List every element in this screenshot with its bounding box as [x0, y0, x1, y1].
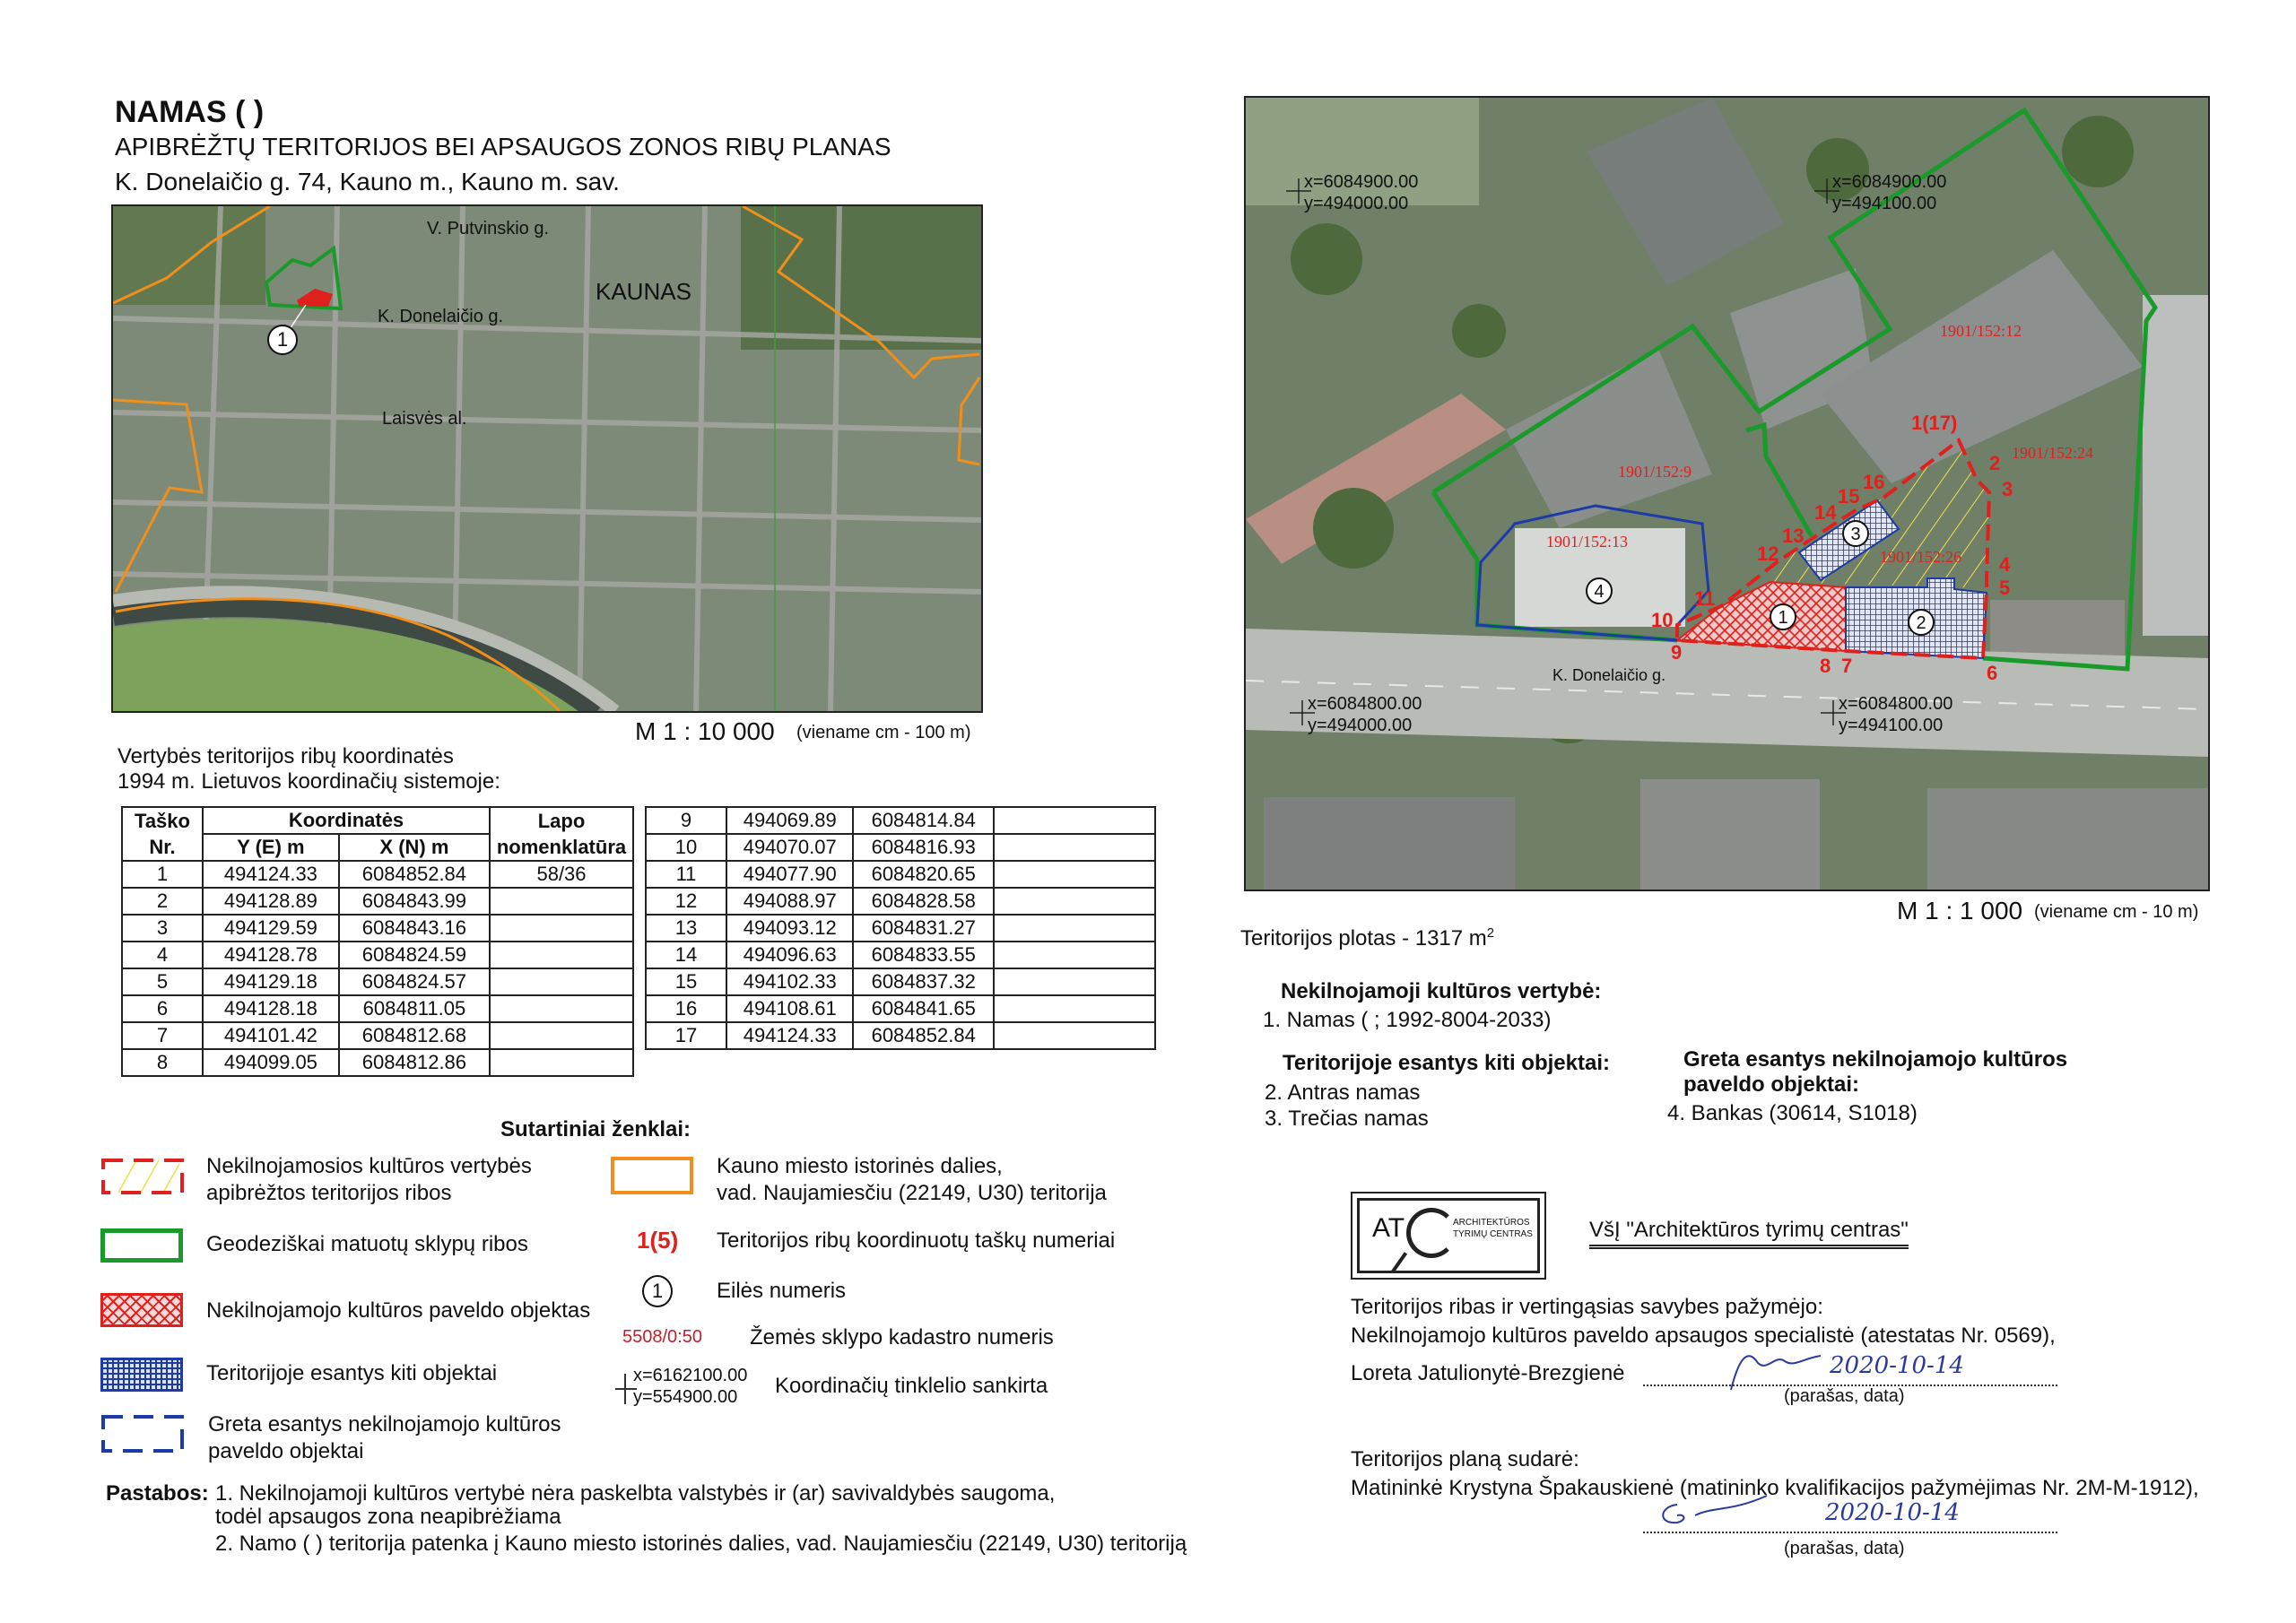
detail-map	[1244, 96, 2210, 891]
coord-y: 494069.89	[726, 807, 853, 834]
point-number: 2	[122, 888, 203, 915]
coord-y: 494129.59	[203, 915, 339, 942]
coord-x: 6084816.93	[853, 834, 994, 861]
col-header-x: X (N) m	[339, 834, 490, 861]
signature-caption-1: (parašas, data)	[1784, 1386, 1905, 1406]
coord-y: 494077.90	[726, 861, 853, 888]
nearby-heading-line: Greta esantys nekilnojamojo kultūros	[1683, 1047, 2068, 1072]
col-header-point-nr: Nr.	[122, 834, 203, 861]
sheet-nomenclature	[994, 807, 1155, 834]
sheet-nomenclature	[994, 942, 1155, 968]
sheet-nomenclature	[490, 1049, 633, 1076]
legend-symbol-cadastre: 5508/0:50	[622, 1327, 702, 1347]
coords-row	[646, 915, 1155, 942]
legend-label-historic-district	[717, 1153, 1107, 1207]
grid-y-label: y=494100.00	[1832, 194, 1937, 213]
coords-intro-1: Vertybės teritorijos ribų koordinatės	[117, 744, 454, 768]
detail-map-canvas	[1246, 98, 2208, 890]
col-header-coords: Koordinatės	[203, 807, 490, 834]
coord-x: 6084828.58	[853, 888, 994, 915]
legend-text-line: Nekilnojamosios kultūros vertybės	[206, 1154, 532, 1178]
coord-x: 6084824.57	[339, 968, 490, 995]
sheet-nomenclature	[994, 861, 1155, 888]
coord-x: 6084841.65	[853, 995, 994, 1022]
legend-label-grid: Koordinačių tinklelio sankirta	[775, 1374, 1048, 1398]
marked-by-title: Teritorijos ribas ir vertingąsias savybes pažymėjo:	[1351, 1295, 1823, 1319]
boundary-point-label: 7	[1841, 655, 1853, 677]
boundary-point-label: 2	[1989, 452, 2001, 474]
coords-row	[122, 942, 633, 968]
note-2: 2. Namo ( ) teritorija patenka į Kauno miesto istorinės dalies, vad. Naujamiesčiu (22149, U30) teritoriją	[215, 1532, 1187, 1556]
note-1-cont: todėl apsaugos zona neapibrėžiama	[215, 1505, 561, 1529]
grid-x-label: x=6084900.00	[1832, 172, 1947, 192]
parcel-number-label: 1901/152:13	[1546, 533, 1629, 551]
legend-icon-red-crosshatch	[100, 1293, 183, 1327]
col-header-sheet: Lapo	[490, 807, 633, 834]
magnifier-icon	[1406, 1208, 1457, 1258]
legend-symbol-point-number: 1(5)	[637, 1227, 679, 1254]
org-name: VšĮ "Architektūros tyrimų centras"	[1589, 1218, 1909, 1249]
sheet-nomenclature	[490, 1022, 633, 1049]
overview-scale-note: (viename cm - 100 m)	[796, 723, 971, 742]
parcel-number-label: 1901/152:26	[1880, 548, 1962, 566]
coord-x: 6084852.84	[339, 861, 490, 888]
grid-y-label: y=494000.00	[1308, 716, 1413, 735]
sheet-nomenclature	[994, 915, 1155, 942]
point-number: 5	[122, 968, 203, 995]
overview-marker-1: 1	[267, 325, 298, 355]
legend-symbol-grid	[633, 1365, 747, 1408]
signature-caption-2: (parašas, data)	[1784, 1539, 1905, 1558]
legend-text-line: vad. Naujamiesčiu (22149, U30) teritorija	[717, 1181, 1107, 1205]
legend-title: Sutartiniai ženklai:	[500, 1117, 691, 1141]
coord-x: 6084837.32	[853, 968, 994, 995]
legend-text-line: paveldo objektai	[208, 1439, 364, 1463]
coords-row	[646, 807, 1155, 834]
sheet-nomenclature	[490, 968, 633, 995]
prepared-by-role: Matininkė Krystyna Špakauskienė (matininko kvalifikacijos pažymėjimas Nr. 2M-M-1912),	[1351, 1476, 2199, 1500]
coord-y: 494128.78	[203, 942, 339, 968]
coords-row	[646, 1022, 1155, 1049]
coord-x: 6084833.55	[853, 942, 994, 968]
logo-line: TYRIMŲ CENTRAS	[1453, 1229, 1533, 1239]
logo-at: AT	[1372, 1213, 1405, 1243]
marked-by-role: Nekilnojamojo kultūros paveldo apsaugos specialistė (atestatas Nr. 0569),	[1351, 1324, 2056, 1348]
coord-y: 494129.18	[203, 968, 339, 995]
nearby-heading	[1683, 1047, 2067, 1098]
point-number: 10	[646, 834, 726, 861]
coords-row	[122, 915, 633, 942]
detail-scale: M 1 : 1 000	[1897, 897, 2023, 924]
coords-row	[122, 888, 633, 915]
boundary-point-label: 12	[1757, 542, 1779, 565]
point-number: 17	[646, 1022, 726, 1049]
boundary-point-label: 8	[1820, 655, 1831, 677]
sheet-nomenclature	[490, 942, 633, 968]
street-label: K. Donelaičio g.	[1552, 666, 1666, 684]
point-number: 12	[646, 888, 726, 915]
sheet-nomenclature	[490, 915, 633, 942]
note-1: 1. Nekilnojamoji kultūros vertybė nėra paskelbta valstybės ir (ar) savivaldybės saugoma,	[215, 1481, 1056, 1506]
coords-row	[646, 888, 1155, 915]
sheet-nomenclature	[994, 1022, 1155, 1049]
signature-line-2	[1643, 1515, 2057, 1533]
sheet-nomenclature: 58/36	[490, 861, 633, 888]
point-number: 16	[646, 995, 726, 1022]
signature-date-1: 2020-10-14	[1830, 1352, 1964, 1379]
notes-label: Pastabos:	[106, 1481, 209, 1506]
boundary-point-label: 9	[1671, 641, 1683, 664]
territory-area-value: Teritorijos plotas - 1317 m	[1240, 926, 1487, 950]
coord-x: 6084852.84	[853, 1022, 994, 1049]
coords-row	[646, 968, 1155, 995]
grid-x-label: x=6084900.00	[1304, 172, 1419, 192]
coords-row	[646, 995, 1155, 1022]
coord-x: 6084814.84	[853, 807, 994, 834]
legend-icon-heritage-territory	[100, 1157, 186, 1196]
detail-scale-note: (viename cm - 10 m)	[2034, 902, 2199, 922]
col-header-point: Taško	[122, 807, 203, 834]
sheet-nomenclature	[994, 888, 1155, 915]
street-label-putvinskio: V. Putvinskio g.	[427, 219, 550, 239]
coord-x: 6084811.05	[339, 995, 490, 1022]
boundary-point-label: 15	[1838, 485, 1860, 508]
org-logo	[1351, 1192, 1546, 1280]
coord-y: 494088.97	[726, 888, 853, 915]
coord-y: 494070.07	[726, 834, 853, 861]
coord-x: 6084843.99	[339, 888, 490, 915]
legend-icon-blue-grid	[100, 1358, 183, 1392]
boundary-point-label: 16	[1863, 471, 1885, 493]
legend-label-green-boundary: Geodeziškai matuotų sklypų ribos	[206, 1232, 528, 1256]
col-header-y: Y (E) m	[203, 834, 339, 861]
coords-table-right	[645, 806, 1156, 1050]
legend-icon-blue-dashed-boundary	[100, 1413, 186, 1454]
coords-row	[122, 995, 633, 1022]
coords-intro-2: 1994 m. Lietuvos koordinačių sistemoje:	[117, 769, 500, 794]
coords-row	[646, 942, 1155, 968]
legend-text-line: Kauno miesto istorinės dalies,	[717, 1154, 1003, 1178]
coords-row	[646, 834, 1155, 861]
area-unit-superscript: 2	[1486, 925, 1495, 941]
coord-y: 494128.89	[203, 888, 339, 915]
legend-icon-orange-boundary	[611, 1157, 693, 1194]
point-number: 1	[122, 861, 203, 888]
document-title: NAMAS ( )	[115, 95, 265, 129]
parcel-number-label: 1901/152:12	[1940, 322, 2022, 340]
point-number: 6	[122, 995, 203, 1022]
grid-x-label: x=6084800.00	[1308, 694, 1422, 714]
parcel-number-label: 1901/152:9	[1618, 463, 1692, 481]
signature-date-2: 2020-10-14	[1825, 1499, 1960, 1526]
legend-label-point-numbers: Teritorijos ribų koordinuotų taškų numeriai	[717, 1228, 1116, 1253]
overview-scale: M 1 : 10 000	[635, 717, 775, 745]
legend-icon-green-boundary	[100, 1228, 183, 1263]
legend-symbol-sequence-number: 1	[642, 1275, 673, 1307]
legend-label-other-objects: Teritorijoje esantys kiti objektai	[206, 1361, 498, 1385]
nearby-object-4: 4. Bankas (30614, S1018)	[1667, 1101, 1918, 1125]
marked-by-name: Loreta Jatulionytė-Brezgienė	[1351, 1361, 1625, 1385]
point-number: 13	[646, 915, 726, 942]
legend-grid-x: x=6162100.00	[633, 1366, 748, 1385]
nearby-heading-line: paveldo objektai:	[1683, 1072, 1860, 1097]
coords-row	[122, 861, 633, 888]
coord-x: 6084820.65	[853, 861, 994, 888]
legend-label-heritage-object: Nekilnojamojo kultūros paveldo objektas	[206, 1298, 591, 1323]
object-number-label: 1	[1778, 608, 1788, 628]
boundary-point-label: 6	[1987, 662, 1998, 684]
boundary-point-label: 5	[1999, 577, 2011, 599]
point-number: 8	[122, 1049, 203, 1076]
boundary-point-label: 13	[1782, 525, 1805, 547]
coord-x: 6084812.68	[339, 1022, 490, 1049]
other-object-2: 2. Antras namas	[1265, 1081, 1421, 1105]
point-number: 3	[122, 915, 203, 942]
coords-row	[122, 968, 633, 995]
point-number: 14	[646, 942, 726, 968]
legend-label-cadastre: Žemės sklypo kadastro numeris	[750, 1325, 1054, 1350]
address: K. Donelaičio g. 74, Kauno m., Kauno m. sav.	[115, 168, 620, 195]
sheet-nomenclature	[994, 834, 1155, 861]
street-label-donelaicio: K. Donelaičio g.	[378, 307, 504, 326]
boundary-point-label: 1(17)	[1911, 412, 1958, 434]
coord-y: 494124.33	[726, 1022, 853, 1049]
coord-x: 6084824.59	[339, 942, 490, 968]
street-label-laisves: Laisvės al.	[382, 409, 467, 429]
logo-text	[1453, 1217, 1533, 1240]
grid-x-label: x=6084800.00	[1839, 694, 1953, 714]
boundary-point-label: 11	[1694, 587, 1716, 610]
coord-x: 6084843.16	[339, 915, 490, 942]
logo-line: ARCHITEKTŪROS	[1453, 1218, 1530, 1228]
legend-grid-y: y=554900.00	[633, 1387, 738, 1407]
object-number-label: 4	[1594, 582, 1605, 602]
legend-label-nearby-heritage	[208, 1411, 561, 1465]
parcel-number-label: 1901/152:24	[2012, 444, 2094, 462]
coord-x: 6084812.86	[339, 1049, 490, 1076]
coords-table-left	[121, 806, 634, 1077]
coords-row	[122, 1022, 633, 1049]
legend-text-line: Greta esantys nekilnojamojo kultūros	[208, 1412, 561, 1436]
coord-x: 6084831.27	[853, 915, 994, 942]
other-object-3: 3. Trečias namas	[1265, 1107, 1429, 1131]
coords-row	[122, 1049, 633, 1076]
overview-map	[111, 204, 983, 713]
legend-label-heritage-territory	[206, 1153, 532, 1207]
grid-y-label: y=494000.00	[1304, 194, 1409, 213]
document-subtitle: APIBRĖŽTŲ TERITORIJOS BEI APSAUGOS ZONOS RIBŲ PLANAS	[115, 133, 891, 161]
coord-y: 494101.42	[203, 1022, 339, 1049]
boundary-point-label: 3	[2002, 478, 2013, 500]
boundary-point-label: 14	[1814, 501, 1837, 524]
point-number: 11	[646, 861, 726, 888]
sheet-nomenclature	[490, 995, 633, 1022]
legend-label-sequence-number: Eilės numeris	[717, 1279, 847, 1303]
prepared-by-title: Teritorijos planą sudarė:	[1351, 1447, 1579, 1471]
city-label: KAUNAS	[596, 278, 691, 305]
heritage-item: 1. Namas ( ; 1992-8004-2033)	[1263, 1008, 1552, 1032]
grid-y-label: y=494100.00	[1839, 716, 1944, 735]
sheet-nomenclature	[490, 888, 633, 915]
point-number: 7	[122, 1022, 203, 1049]
other-objects-heading: Teritorijoje esantys kiti objektai:	[1283, 1051, 1610, 1075]
coord-y: 494124.33	[203, 861, 339, 888]
boundary-point-label: 4	[1999, 553, 2011, 576]
coord-y: 494128.18	[203, 995, 339, 1022]
boundary-point-label: 10	[1651, 609, 1674, 631]
coord-y: 494096.63	[726, 942, 853, 968]
coord-y: 494108.61	[726, 995, 853, 1022]
coord-y: 494099.05	[203, 1049, 339, 1076]
coord-y: 494102.33	[726, 968, 853, 995]
point-number: 4	[122, 942, 203, 968]
point-number: 9	[646, 807, 726, 834]
col-header-sheet-nomenclature: nomenklatūra	[490, 834, 633, 861]
point-number: 15	[646, 968, 726, 995]
sheet-nomenclature	[994, 968, 1155, 995]
coord-y: 494093.12	[726, 915, 853, 942]
heritage-heading: Nekilnojamoji kultūros vertybė:	[1281, 979, 1602, 1003]
overview-map-canvas	[113, 206, 981, 711]
territory-area	[1240, 925, 1494, 951]
sheet-nomenclature	[994, 995, 1155, 1022]
object-number-label: 2	[1916, 613, 1926, 633]
coords-row	[646, 861, 1155, 888]
object-number-label: 3	[1850, 525, 1861, 544]
legend-text-line: apibrėžtos teritorijos ribos	[206, 1181, 452, 1205]
